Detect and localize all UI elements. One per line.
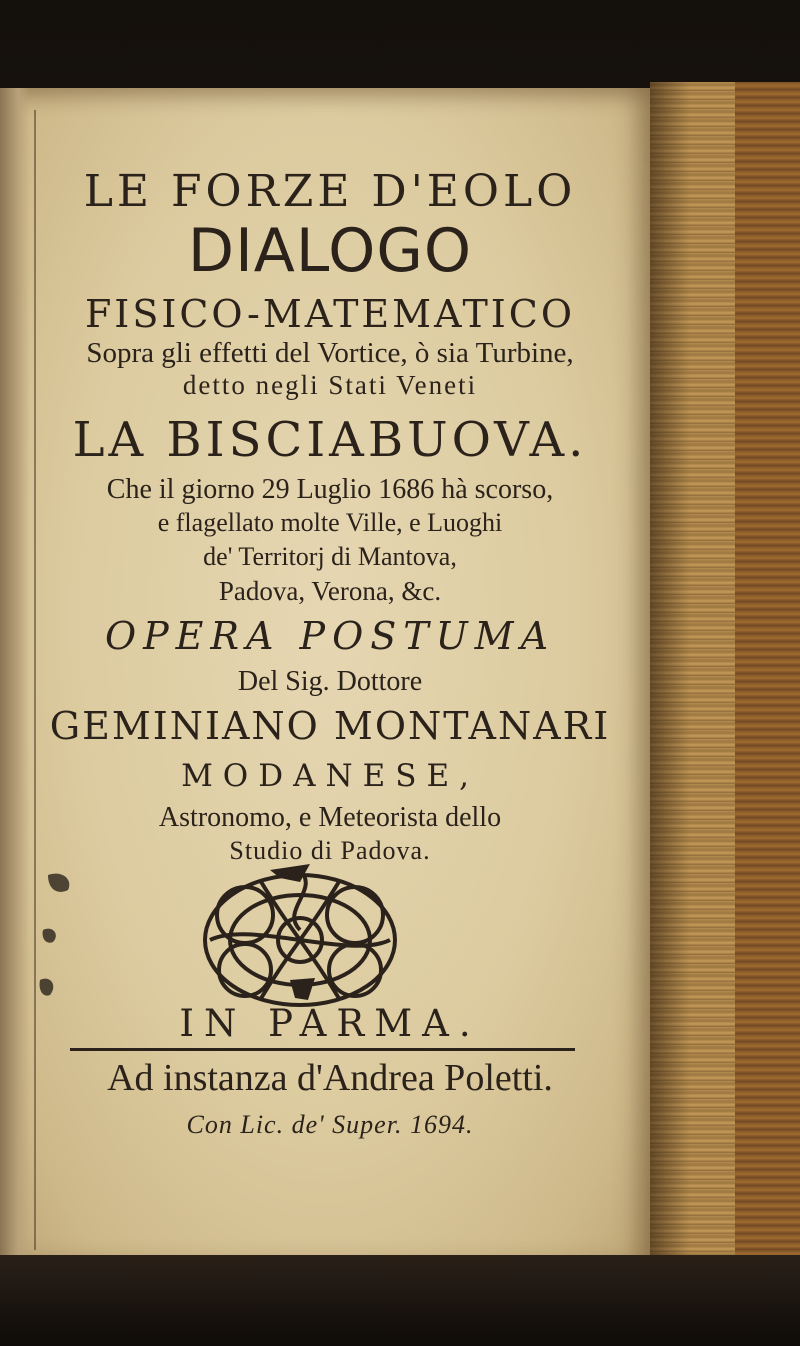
author-role-line-1: Astronomo, e Meteorista dello (158, 802, 502, 833)
decorative-stain-icon (38, 870, 118, 1020)
imprint-place: IN PARMA. (179, 1002, 481, 1045)
author-origin: MODANESE, (181, 758, 479, 794)
page-left-edge (0, 88, 30, 1263)
spine-shadow (650, 82, 690, 1267)
binding-board (735, 82, 800, 1267)
imprint-license-date: Con Lic. de' Super. 1694. (186, 1110, 474, 1139)
description-line-3: de' Territorj di Mantova, (203, 542, 457, 571)
subtitle-sopra-line: Sopra gli effetti del Vortice, ò sia Turbine, (86, 337, 574, 369)
imprint-publisher: Ad instanza d'Andrea Poletti. (107, 1057, 553, 1099)
opera-postuma: OPERA POSTUMA (104, 614, 556, 658)
author-role-line-2: Studio di Padova. (229, 836, 431, 865)
description-line-1: Che il giorno 29 Luglio 1686 hà scorso, (106, 474, 554, 505)
description-line-4: Padova, Verona, &c. (218, 576, 442, 606)
subtitle-fisico-matematico: FISICO-MATEMATICO (84, 292, 576, 336)
imprint-rule (70, 1048, 575, 1051)
book-bottom-edge (0, 1255, 800, 1346)
page-fold-line (34, 110, 36, 1250)
title-line-le-forze: LE FORZE D'EOLO (83, 166, 577, 217)
title-bisciabuova: LA BISCIABUOVA. (72, 412, 588, 468)
author-name: GEMINIANO MONTANARI (49, 704, 611, 748)
author-prefix: Del Sig. Dottore (237, 666, 423, 697)
interlaced-knot-icon (150, 860, 450, 1020)
subtitle-detto-line: detto negli Stati Veneti (182, 370, 478, 400)
description-line-2: e flagellato molte Ville, e Luoghi (157, 508, 503, 537)
title-dialogo: DIALOGO (187, 216, 473, 286)
